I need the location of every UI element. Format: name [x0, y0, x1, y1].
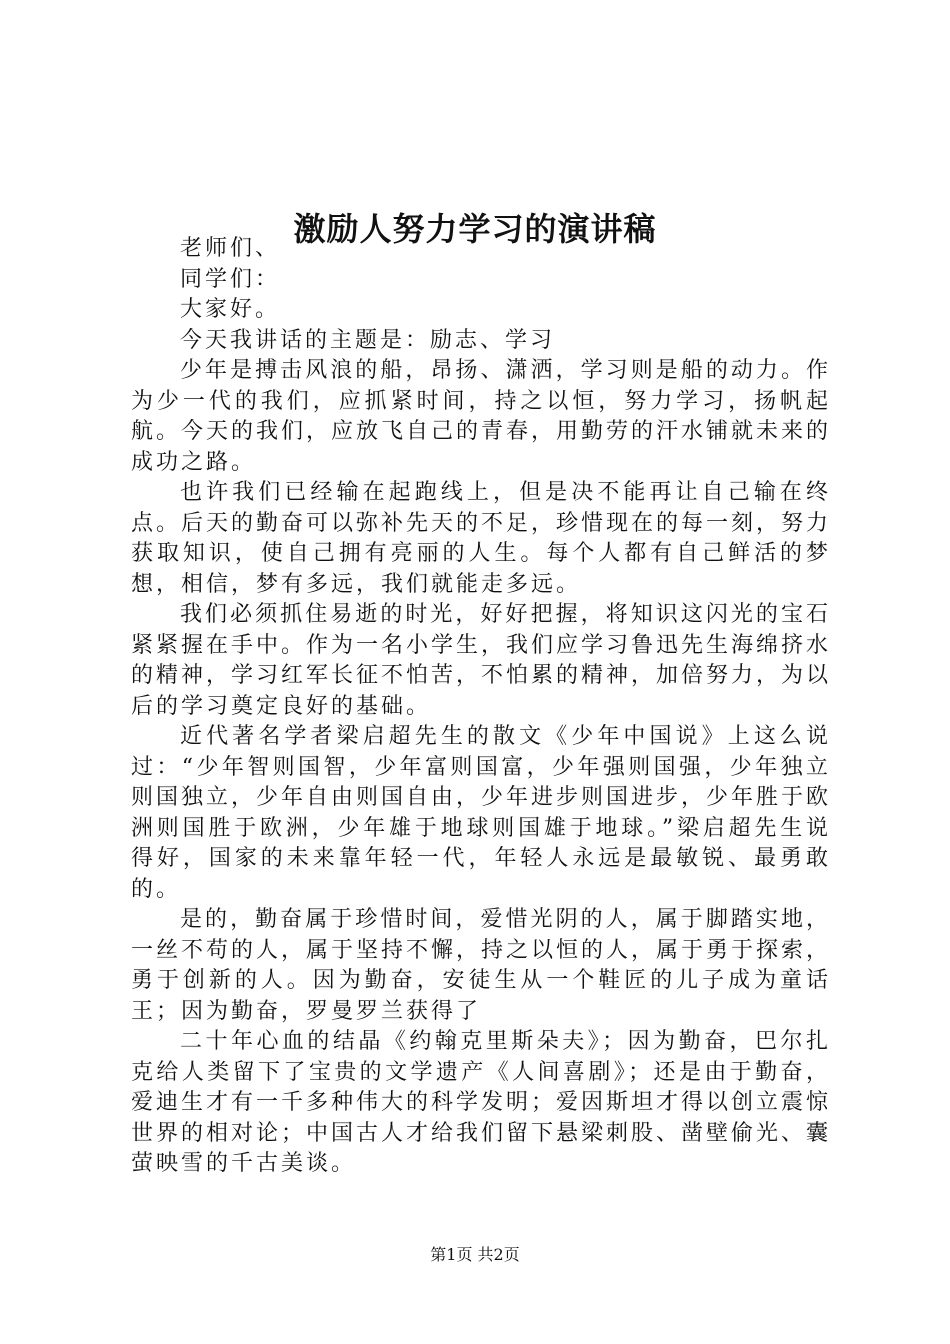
paragraph: 同学们：	[180, 266, 281, 292]
paragraph: 是的，勤奋属于珍惜时间，爱惜光阴的人，属于脚踏实地，一丝不苟的人，属于坚持不懈，持之以恒的人，属于勇于探索，勇于创新的人。因为勤奋，安徒生从一个鞋匠的儿子成为童话王；因为勤奋，罗曼罗兰获得了	[131, 907, 832, 1024]
paragraph: 今天我讲话的主题是：励志、学习	[180, 327, 556, 353]
page-footer: 第1页 共2页	[430, 1245, 520, 1264]
paragraph: 近代著名学者梁启超先生的散文《少年中国说》上这么说过：“少年智则国智，少年富则国富，少年强则国强，少年独立则国独立，少年自由则国自由，少年进步则国进步，少年胜于欧洲则国胜于欧洲，少年雄于地球则国雄于地球。”梁启超先生说得好，国家的未来靠年轻一代，年轻人永远是最敏锐、最勇敢的。	[131, 724, 832, 902]
paragraph: 老师们、	[180, 236, 281, 261]
document-body	[131, 234, 831, 1180]
paragraph: 我们必须抓住易逝的时光，好好把握，将知识这闪光的宝石紧紧握在手中。作为一名小学生，我们应学习鲁迅先生海绵挤水的精神，学习红军长征不怕苦，不怕累的精神，加倍努力，为以后的学习奠定良好的基础。	[131, 602, 832, 719]
paragraph: 也许我们已经输在起跑线上，但是决不能再让自己输在终点。后天的勤奋可以弥补先天的不足，珍惜现在的每一刻，努力获取知识，使自己拥有亮丽的人生。每个人都有自己鲜活的梦想，相信，梦有多远，我们就能走多远。	[131, 480, 832, 597]
paragraph: 少年是搏击风浪的船，昂扬、潇洒，学习则是船的动力。作为少一代的我们，应抓紧时间，持之以恒，努力学习，扬帆起航。今天的我们，应放飞自己的青春，用勤劳的汗水铺就未来的成功之路。	[131, 358, 832, 475]
paragraph: 二十年心血的结晶《约翰克里斯朵夫》；因为勤奋，巴尔扎克给人类留下了宝贵的文学遗产《人间喜剧》；还是由于勤奋，爱迪生才有一千多种伟大的科学发明；爱因斯坦才得以创立震惊世界的相对论；中国古人才给我们留下悬梁刺股、凿壁偷光、囊萤映雪的千古美谈。	[131, 1029, 832, 1176]
document-title: 激励人努力学习的演讲稿	[293, 210, 657, 249]
paragraph: 大家好。	[180, 297, 281, 322]
